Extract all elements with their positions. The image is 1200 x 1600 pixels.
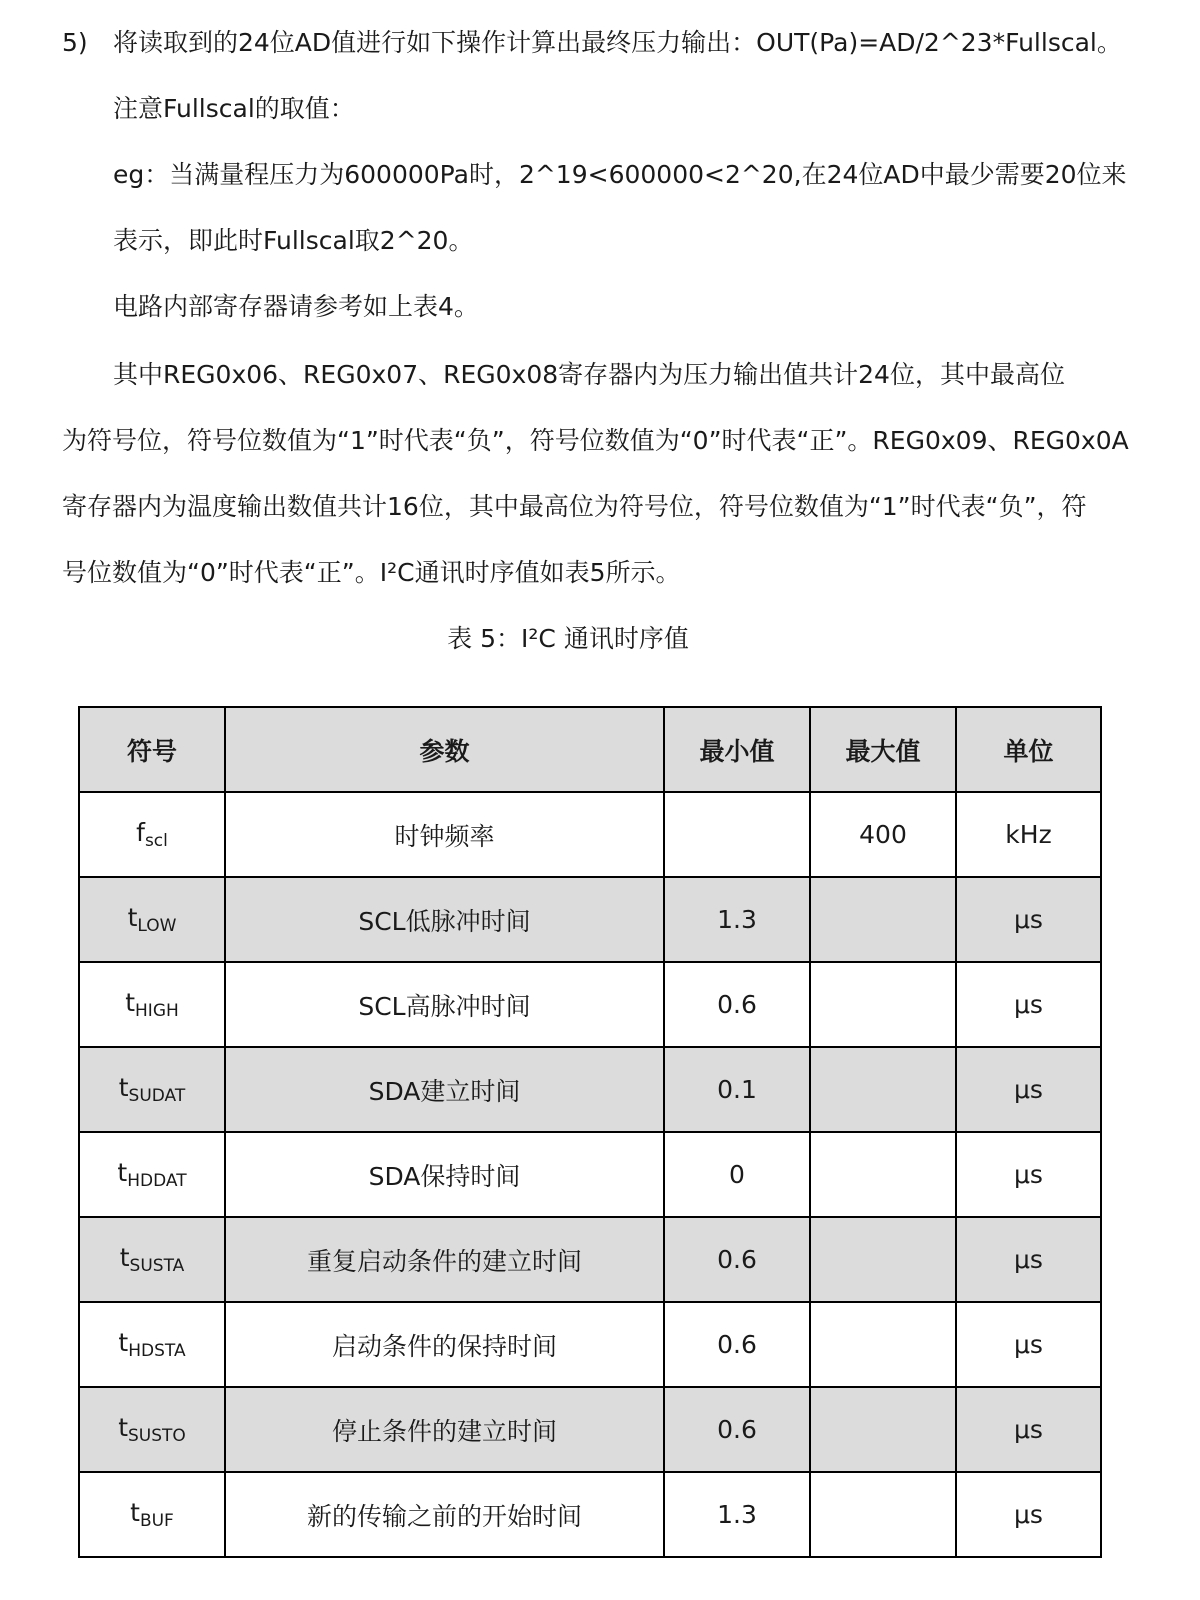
- paragraph-line-4: 号位数值为“0”时代表“正”。I²C通讯时序值如表5所示。: [62, 558, 681, 587]
- header-parameter: 参数: [225, 707, 664, 792]
- max-cell: [810, 1217, 956, 1302]
- symbol-cell: $f_{scl}$: [79, 792, 225, 877]
- symbol-cell: $t_{SUDAT}$: [79, 1047, 225, 1132]
- parameter-cell: SCL高脉冲时间: [225, 962, 664, 1047]
- max-cell: [810, 1387, 956, 1472]
- list-item-number: 5): [62, 28, 88, 57]
- i2c-timing-table: [78, 706, 1102, 1558]
- symbol-cell: $t_{BUF}$: [79, 1472, 225, 1557]
- header-symbol: 符号: [79, 707, 225, 792]
- header-unit: 单位: [956, 707, 1101, 792]
- header-max: 最大值: [810, 707, 956, 792]
- max-cell: [810, 1132, 956, 1217]
- parameter-cell: 停止条件的建立时间: [225, 1387, 664, 1472]
- table-row: [79, 1302, 1101, 1387]
- unit-cell: μs: [956, 1217, 1101, 1302]
- table-header-row: [79, 707, 1101, 792]
- parameter-cell: 新的传输之前的开始时间: [225, 1472, 664, 1557]
- min-cell: 0.6: [664, 1217, 810, 1302]
- symbol-cell: $t_{SUSTO}$: [79, 1387, 225, 1472]
- symbol-cell: $t_{SUSTA}$: [79, 1217, 225, 1302]
- symbol-cell: $t_{HDSTA}$: [79, 1302, 225, 1387]
- min-cell: 1.3: [664, 877, 810, 962]
- parameter-cell: SDA建立时间: [225, 1047, 664, 1132]
- item-line-note: 注意Fullscal的取值：: [113, 94, 355, 123]
- max-cell: [810, 1047, 956, 1132]
- item-line-formula: 将读取到的24位AD值进行如下操作计算出最终压力输出：OUT(Pa)=AD/2^23*Fullscal。: [113, 28, 1122, 57]
- min-cell: 1.3: [664, 1472, 810, 1557]
- unit-cell: μs: [956, 877, 1101, 962]
- unit-cell: μs: [956, 1472, 1101, 1557]
- min-cell: 0.6: [664, 962, 810, 1047]
- table-row: [79, 1047, 1101, 1132]
- table-row: [79, 1387, 1101, 1472]
- min-cell: [664, 792, 810, 877]
- unit-cell: μs: [956, 1302, 1101, 1387]
- symbol-cell: $t_{HDDAT}$: [79, 1132, 225, 1217]
- item-line-reference: 电路内部寄存器请参考如上表4。: [113, 292, 479, 321]
- unit-cell: μs: [956, 1047, 1101, 1132]
- paragraph-line-2: 为符号位，符号位数值为“1”时代表“负”，符号位数值为“0”时代表“正”。REG0x09、REG0x0A: [62, 426, 1129, 455]
- unit-cell: μs: [956, 1387, 1101, 1472]
- parameter-cell: 时钟频率: [225, 792, 664, 877]
- table-row: [79, 1132, 1101, 1217]
- symbol-cell: $t_{LOW}$: [79, 877, 225, 962]
- parameter-cell: SDA保持时间: [225, 1132, 664, 1217]
- parameter-cell: 重复启动条件的建立时间: [225, 1217, 664, 1302]
- max-cell: [810, 1302, 956, 1387]
- table-row: [79, 1472, 1101, 1557]
- min-cell: 0: [664, 1132, 810, 1217]
- max-cell: [810, 962, 956, 1047]
- min-cell: 0.6: [664, 1387, 810, 1472]
- max-cell: 400: [810, 792, 956, 877]
- parameter-cell: 启动条件的保持时间: [225, 1302, 664, 1387]
- max-cell: [810, 1472, 956, 1557]
- header-min: 最小值: [664, 707, 810, 792]
- min-cell: 0.1: [664, 1047, 810, 1132]
- unit-cell: μs: [956, 1132, 1101, 1217]
- table-row: [79, 962, 1101, 1047]
- paragraph-line-3: 寄存器内为温度输出数值共计16位，其中最高位为符号位，符号位数值为“1”时代表“负”，符: [62, 492, 1087, 521]
- table-caption: 表 5：I²C 通讯时序值: [447, 624, 689, 653]
- symbol-cell: $t_{HIGH}$: [79, 962, 225, 1047]
- max-cell: [810, 877, 956, 962]
- min-cell: 0.6: [664, 1302, 810, 1387]
- paragraph-line-1: 其中REG0x06、REG0x07、REG0x08寄存器内为压力输出值共计24位，其中最高位: [113, 360, 1065, 389]
- parameter-cell: SCL低脉冲时间: [225, 877, 664, 962]
- item-line-example-cont: 表示，即此时Fullscal取2^20。: [113, 226, 474, 255]
- unit-cell: μs: [956, 962, 1101, 1047]
- unit-cell: kHz: [956, 792, 1101, 877]
- table-row: [79, 792, 1101, 877]
- item-line-example: eg：当满量程压力为600000Pa时，2^19<600000<2^20,在24位AD中最少需要20位来: [113, 160, 1127, 189]
- table-row: [79, 1217, 1101, 1302]
- table-row: [79, 877, 1101, 962]
